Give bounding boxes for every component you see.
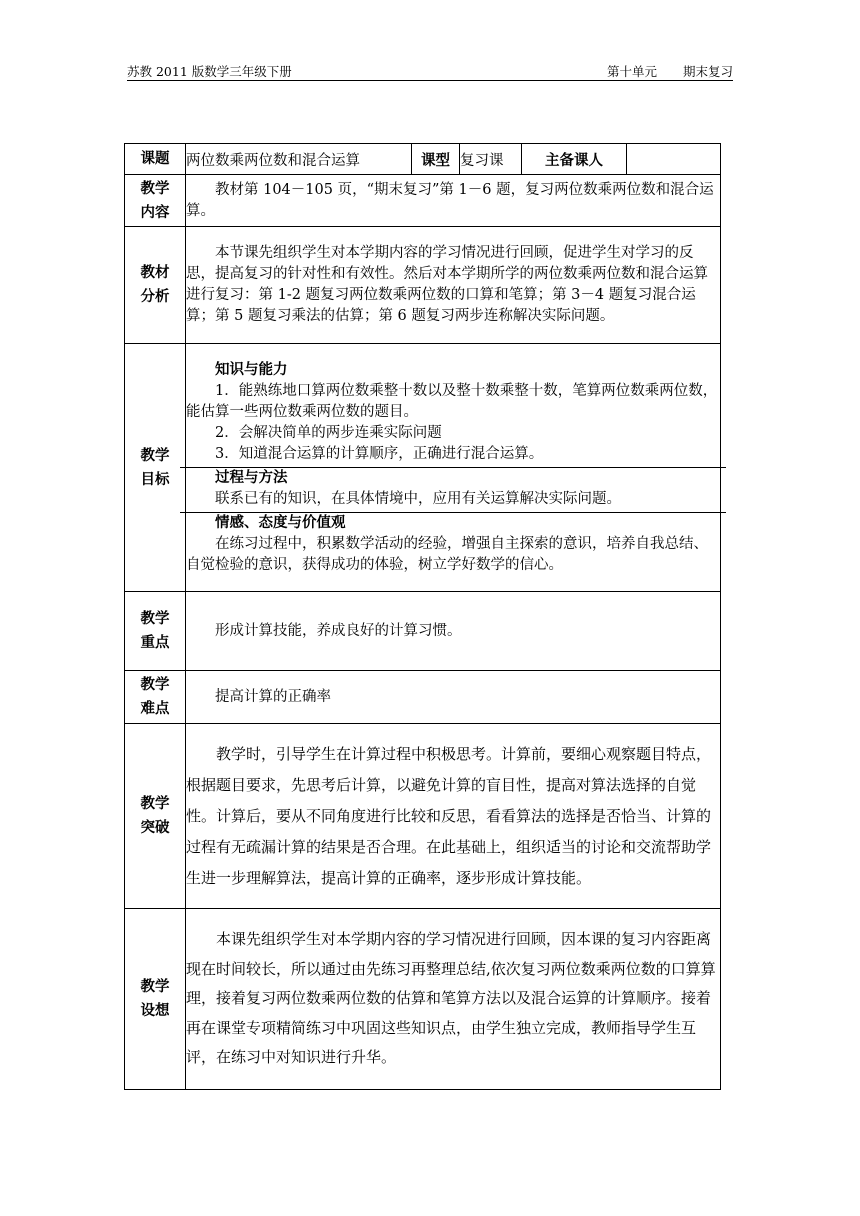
teacher-value bbox=[627, 144, 721, 175]
content-text: 教材第 104－105 页，“期末复习”第 1－6 题，复习两位数乘两位数和混合运算。 bbox=[186, 181, 714, 219]
type-value: 复习课 bbox=[460, 144, 522, 175]
goals-label: 教学 目标 bbox=[125, 344, 186, 592]
key-text: 形成计算技能，养成良好的计算习惯。 bbox=[215, 622, 462, 639]
design-row bbox=[125, 909, 721, 1090]
topic-value: 两位数乘两位数和混合运算 bbox=[186, 144, 412, 175]
process-item: 联系已有的知识，在具体情境中，应用有关运算解决实际问题。 bbox=[215, 490, 621, 507]
design-text: 本课先组织学生对本学期内容的学习情况进行回顾，因本课的复习内容距离现在时间较长，所以通过由先练习再整理总结,依次复习两位数乘两位数的口算算理，接着复习两位数乘两位数的估算和笔算方法以及混合运算的计算顺序。接着再在课堂专项精简练习中巩固这些知识点，由学生独立完成，教师指导学生互评，在练习中对知识进行升华。 bbox=[186, 930, 716, 1067]
knowledge-heading: 知识与能力 bbox=[215, 361, 288, 378]
difficulty-label: 教学 难点 bbox=[125, 671, 186, 724]
emotion-heading: 情感、态度与价值观 bbox=[215, 514, 346, 531]
knowledge-item-2: 2．会解决简单的两步连乘实际问题 bbox=[215, 424, 442, 441]
unit-title: 期末复习 bbox=[682, 64, 733, 79]
unit-info bbox=[585, 62, 733, 80]
teacher-label: 主备课人 bbox=[522, 144, 627, 175]
book-title: 苏教 2011 版数学三年级下册 bbox=[127, 64, 292, 79]
emotion-section bbox=[180, 512, 726, 576]
analysis-text: 本节课先组织学生对本学期内容的学习情况进行回顾，促进学生对学习的反思，提高复习的针对性和有效性。然后对本学期所学的两位数乘两位数和混合运算进行复习：第 1-2 题复习两位数乘两位数的口算和笔算；第 3－4 题复习混合运算；第 5 题复习乘法的估算；第 6 题复习两步连称解决实际问题。 bbox=[186, 245, 708, 324]
content-row bbox=[125, 175, 721, 227]
breakthrough-text: 教学时，引导学生在计算过程中积极思考。计算前，要细心观察题目特点，根据题目要求，先思考后计算，以避免计算的盲目性，提高对算法选择的自觉性。计算后，要从不同角度进行比较和反思，看看算法的选择是否恰当、计算的过程有无疏漏计算的结果是否合理。在此基础上，组织适当的讨论和交流帮助学生进一步理解算法，提高计算的正确率，逐步形成计算技能。 bbox=[186, 744, 712, 887]
analysis-label: 教材 分析 bbox=[125, 227, 186, 344]
topic-row bbox=[125, 144, 721, 175]
difficulty-text: 提高计算的正确率 bbox=[215, 688, 331, 705]
lesson-plan-table bbox=[124, 143, 721, 1090]
key-row bbox=[125, 592, 721, 671]
process-section bbox=[180, 467, 726, 512]
key-label: 教学 重点 bbox=[125, 592, 186, 671]
process-heading: 过程与方法 bbox=[215, 469, 288, 486]
page-header bbox=[127, 56, 733, 81]
topic-label: 课题 bbox=[125, 144, 186, 175]
breakthrough-row bbox=[125, 724, 721, 909]
knowledge-item-1: 1．能熟练地口算两位数乘整十数以及整十数乘整十数，笔算两位数乘两位数，能估算一些两位数乘两位数的题目。 bbox=[186, 382, 718, 420]
type-label: 课型 bbox=[412, 144, 460, 175]
content-label: 教学 内容 bbox=[125, 175, 186, 227]
analysis-row bbox=[125, 227, 721, 344]
design-label: 教学 设想 bbox=[125, 909, 186, 1090]
knowledge-item-3: 3．知道混合运算的计算顺序，正确进行混合运算。 bbox=[215, 445, 544, 462]
emotion-item: 在练习过程中，积累数学活动的经验，增强自主探索的意识，培养自我总结、自觉检验的意识，获得成功的体验，树立学好数学的信心。 bbox=[186, 535, 708, 573]
difficulty-row bbox=[125, 671, 721, 724]
breakthrough-label: 教学 突破 bbox=[125, 724, 186, 909]
goals-row bbox=[125, 344, 721, 592]
unit-number: 第十单元 bbox=[606, 64, 657, 79]
